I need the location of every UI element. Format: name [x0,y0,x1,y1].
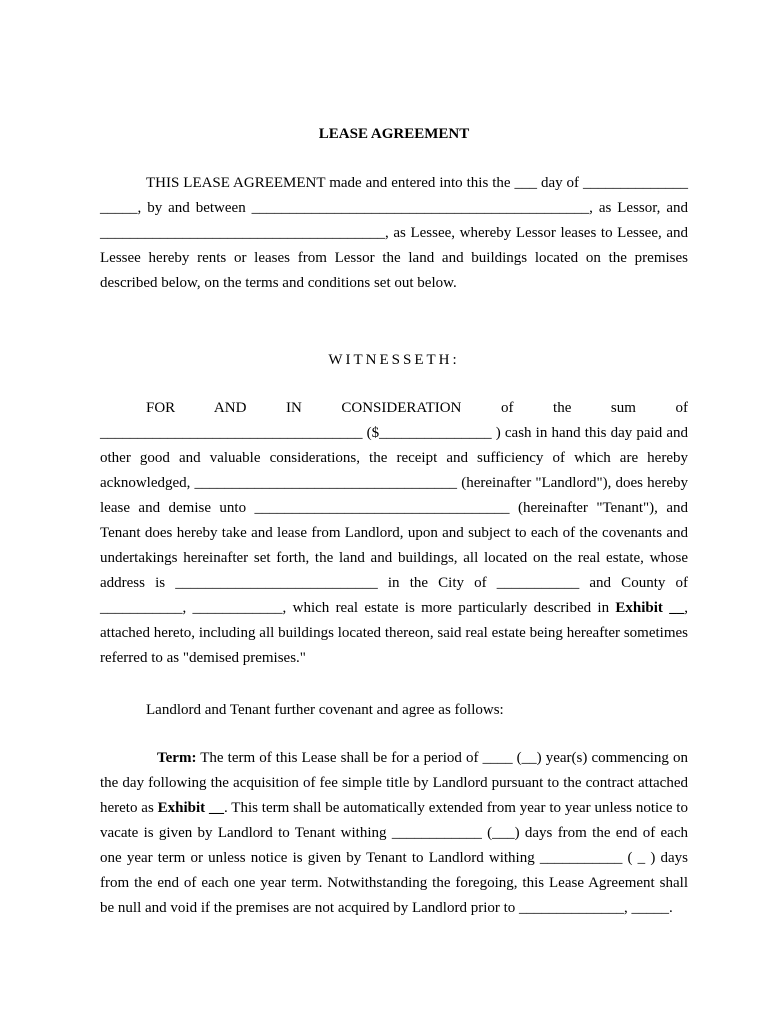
witnesseth-heading: WITNESSETH: [328,352,460,368]
consideration-text-2: , attached hereto, including all buildings located thereon, said real estate being hereafter sometimes referred to as "demised premises." [100,600,688,666]
page-title: LEASE AGREEMENT [318,126,470,142]
consideration-text-1: FOR AND IN CONSIDERATION of the sum of ___________________________________ ($_______________ ) cash in hand this day paid and other good and valuable considerations, the receipt and sufficiency of which are hereby acknowledged, ___________________________________ (hereinafter "Landlord"), does hereby lease and demise unto __________________________________ (hereinafter "Tenant"), and Tenant does hereby take and lease from Landlord, upon and subject to each of the covenants and undertakings hereinafter set forth, the land and buildings, all located on the real estate, whose address is ___________________________ in the City of ___________ and County of ___________, ____________, which real estate is more particularly described in [100,400,688,616]
term-paragraph [100,746,688,921]
term-text-2: . This term shall be automatically extended from year to year unless notice to vacate is given by Landlord to Tenant withing ____________ (___) days from the end of each one year term or unless notice is given by Tenant to Landlord withing ___________ ( _ ) days from the end of each one year term. Notwithstanding the foregoing, this Lease Agreement shall be null and void if the premises are not acquired by Landlord prior to ______________, _____. [100,800,688,916]
term-text-1: The term of this Lease shall be for a period of ____ (__) year(s) commencing on the day following the acquisition of fee simple title by Landlord pursuant to the contract attached hereto as [100,750,688,816]
opening-paragraph: THIS LEASE AGREEMENT made and entered into this the ___ day of ______________ _____, by and between _____________________________________________, as Lessor, and ______________________________________, as Lessee, whereby Lessor leases to Lessee, and Lessee hereby rents or leases from Lessor the land and buildings located on the premises described below, on the terms and conditions set out below. [100,175,688,291]
further-covenant-text: Landlord and Tenant further covenant and agree as follows: [146,702,504,718]
term-heading: Term: [157,750,197,766]
exhibit-reference: Exhibit __ [615,600,685,616]
consideration-paragraph [100,396,688,671]
term-exhibit-reference: Exhibit __ [157,800,224,816]
